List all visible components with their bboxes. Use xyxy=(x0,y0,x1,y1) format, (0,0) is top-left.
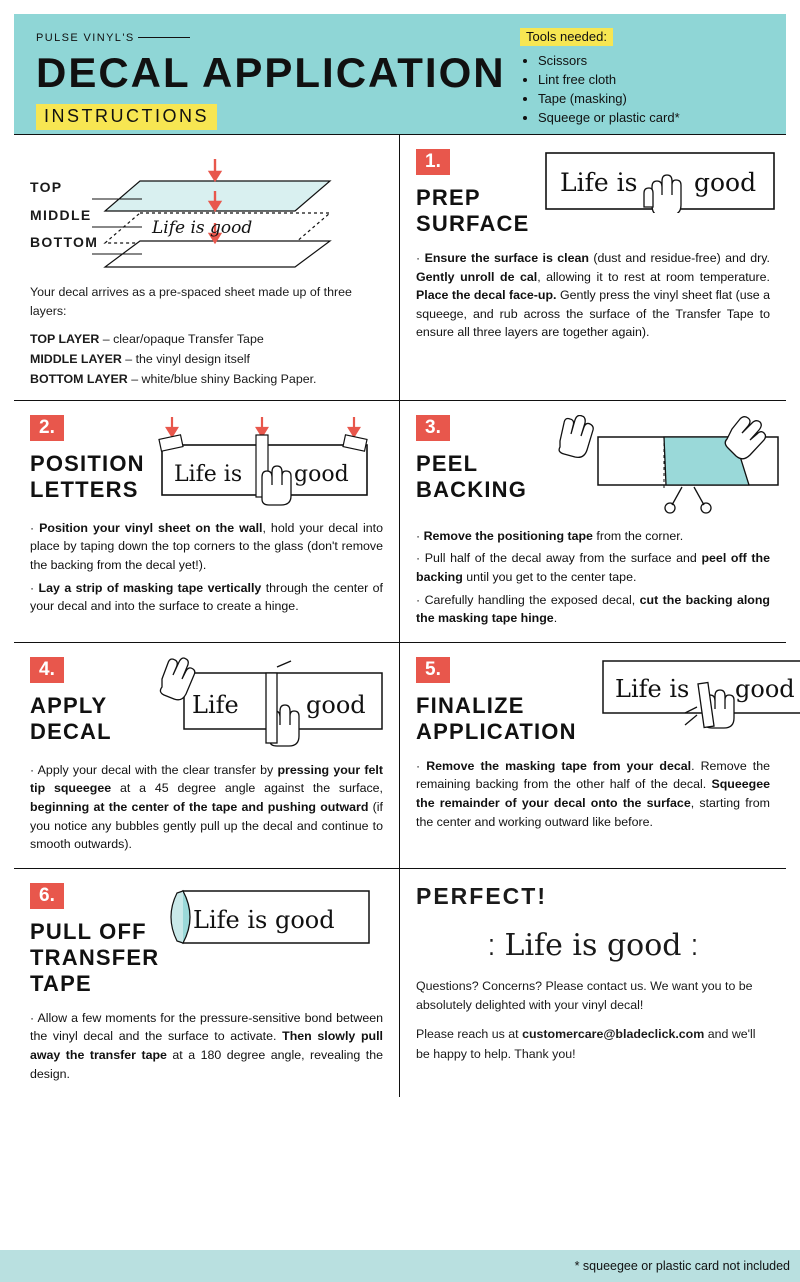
svg-text:good: good xyxy=(306,690,366,719)
step-1-illustration xyxy=(544,149,776,213)
step-2-heading xyxy=(30,415,150,503)
step-number-badge: 6. xyxy=(30,883,64,909)
list-item: MIDDLE LAYER – the vinyl design itself xyxy=(30,352,250,367)
step-4-body: · Apply your decal with the clear transfer by pressing your felt tip squeegee at a 45 degree angle against the surface, beginning at the center of the tape and pushing outward (if you notice any bubbles gently pull up the decal and continue to smooth outwards). xyxy=(30,762,383,852)
step-5-body: · Remove the masking tape from your decal. Remove the remaining backing from the other half of the decal. Squeegee the remainder of your decal onto the surface, starting from the center and working outward like before. xyxy=(416,758,770,829)
step-6-illustration xyxy=(167,883,383,959)
perfect-decal-preview: ⁚ Life is good ⁚ xyxy=(487,927,699,963)
step-6-header xyxy=(30,883,383,997)
list-item: • Tape (masking) xyxy=(538,90,770,109)
svg-text:Life: Life xyxy=(192,690,239,719)
step-1-body: · Ensure the surface is clean (dust and residue-free) and dry. Gently unroll de cal, allowing it to rest at room temperature. Place the decal face-up. Gently press the vinyl sheet flat (use a squeege, and rub across the surface of the Transfer Tape to ensure all three layers are together again). xyxy=(416,250,771,340)
list-item: • Lint free cloth xyxy=(538,71,770,90)
perfect-decal-text: Life is good xyxy=(504,927,682,963)
step-4-header xyxy=(30,657,383,749)
brand-name xyxy=(36,32,190,44)
svg-text:good: good xyxy=(294,461,349,487)
step-3-cell xyxy=(400,401,786,642)
position-letters-illustration xyxy=(158,415,376,507)
svg-text:Life is good: Life is good xyxy=(193,905,335,934)
footer-note: * squeegee or plastic card not included xyxy=(574,1259,790,1273)
svg-text:Life is: Life is xyxy=(174,461,243,487)
apply-decal-illustration xyxy=(158,657,388,749)
grid-row-1 xyxy=(14,134,786,401)
layers-list xyxy=(30,330,383,390)
layers-intro: Your decal arrives as a pre-spaced sheet made up of three layers: xyxy=(30,285,352,318)
svg-text:Life is good: Life is good xyxy=(152,218,253,238)
prep-surface-illustration xyxy=(544,149,776,213)
step-number-badge: 3. xyxy=(416,415,450,441)
page-title: DECAL APPLICATION xyxy=(36,49,506,96)
list-item: • Squeege or plastic card* xyxy=(538,109,770,128)
perfect-heading: PERFECT! xyxy=(416,882,547,909)
step-title: PULL OFF TRANSFER TAPE xyxy=(30,918,160,996)
grid-row-3 xyxy=(14,643,795,869)
svg-text:Life is: Life is xyxy=(614,674,690,703)
step-3-illustration xyxy=(544,415,794,515)
step-3-header xyxy=(416,415,770,515)
step-title: POSITION LETTERS xyxy=(30,450,145,502)
layer-label-bottom: BOTTOM xyxy=(30,234,99,250)
peel-backing-illustration xyxy=(544,415,794,515)
subtitle-badge: INSTRUCTIONS xyxy=(36,104,217,130)
tools-list xyxy=(520,52,770,127)
list-item: • Scissors xyxy=(538,52,770,71)
layers-diagram-cell xyxy=(14,135,400,400)
step-2-cell xyxy=(14,401,400,642)
step-4-cell xyxy=(14,643,400,868)
step-3-body: · Remove the positioning tape from the corner. · Pull half of the decal away from the surface and peel off the backing until you get to the center tape. · Carefully handling the exposed decal, cut the backing along the masking tape hinge. xyxy=(416,528,770,626)
brand-label: PULSE VINYL'S xyxy=(36,32,135,44)
step-6-body: · Allow a few moments for the pressure-sensitive bond between the vinyl decal and the surface to activate. Then slowly pull away the transfer tape at a 180 degree angle, revealing the design. xyxy=(30,1010,383,1081)
tools-needed-block xyxy=(520,28,770,127)
finalize-illustration xyxy=(585,657,800,737)
step-1-heading xyxy=(416,149,536,237)
contact-suffix: and we'll be happy to help. Thank you! xyxy=(416,1027,756,1061)
svg-text:Life is: Life is xyxy=(560,168,638,197)
footer-note-bar xyxy=(0,1250,800,1282)
step-5-illustration xyxy=(585,657,800,737)
step-5-cell xyxy=(400,643,795,868)
svg-text:good: good xyxy=(734,674,795,703)
perfect-para-1: Questions? Concerns? Please contact us. We want you to be absolutely delighted with your vinyl decal! xyxy=(416,978,753,1013)
step-title: PREP SURFACE xyxy=(416,185,530,236)
contact-email[interactable]: customercare@bladeclick.com xyxy=(522,1027,705,1042)
brand-rule xyxy=(138,37,190,38)
contact-prefix: Please reach us at xyxy=(416,1027,523,1042)
header-banner xyxy=(14,14,786,134)
step-6-heading xyxy=(30,883,159,997)
step-1-header xyxy=(416,149,770,237)
layer-label-top: TOP xyxy=(30,179,63,195)
step-1-cell xyxy=(400,135,786,400)
step-3-heading xyxy=(416,415,536,503)
step-4-illustration xyxy=(158,657,388,749)
step-title: APPLY DECAL xyxy=(30,692,112,744)
perfect-para-2 xyxy=(416,1025,770,1063)
step-number-badge: 5. xyxy=(416,657,450,683)
step-number-badge: 2. xyxy=(30,415,64,441)
step-4-heading xyxy=(30,657,150,745)
step-5-heading xyxy=(416,657,577,745)
layer-label-middle: MIDDLE xyxy=(30,207,92,223)
list-item: TOP LAYER – clear/opaque Transfer Tape xyxy=(30,332,264,347)
steps-grid xyxy=(14,134,795,1097)
layers-diagram xyxy=(30,153,383,273)
svg-text:good: good xyxy=(694,168,757,197)
pull-transfer-tape-illustration xyxy=(167,883,377,959)
tools-title: Tools needed: xyxy=(520,28,613,46)
step-number-badge: 4. xyxy=(30,657,64,683)
instruction-sheet xyxy=(0,14,800,1250)
step-title: FINALIZE APPLICATION xyxy=(416,692,577,744)
grid-row-2 xyxy=(14,401,786,643)
step-5-header xyxy=(416,657,795,745)
step-title: PEEL BACKING xyxy=(416,450,528,502)
list-item: BOTTOM LAYER – white/blue shiny Backing Paper. xyxy=(30,371,317,386)
perfect-cell xyxy=(400,869,786,1097)
step-2-illustration xyxy=(158,415,383,507)
step-2-header xyxy=(30,415,383,507)
step-6-cell xyxy=(14,869,400,1097)
step-2-body: · Position your vinyl sheet on the wall, hold your decal into place by taping down the top corners to the glass (don't remove the backing from the decal yet!). · Lay a strip of masking tape vertically through the center of your decal and into the surface to create a hinge. xyxy=(30,520,384,614)
step-number-badge: 1. xyxy=(416,149,450,175)
grid-row-4 xyxy=(14,869,786,1097)
